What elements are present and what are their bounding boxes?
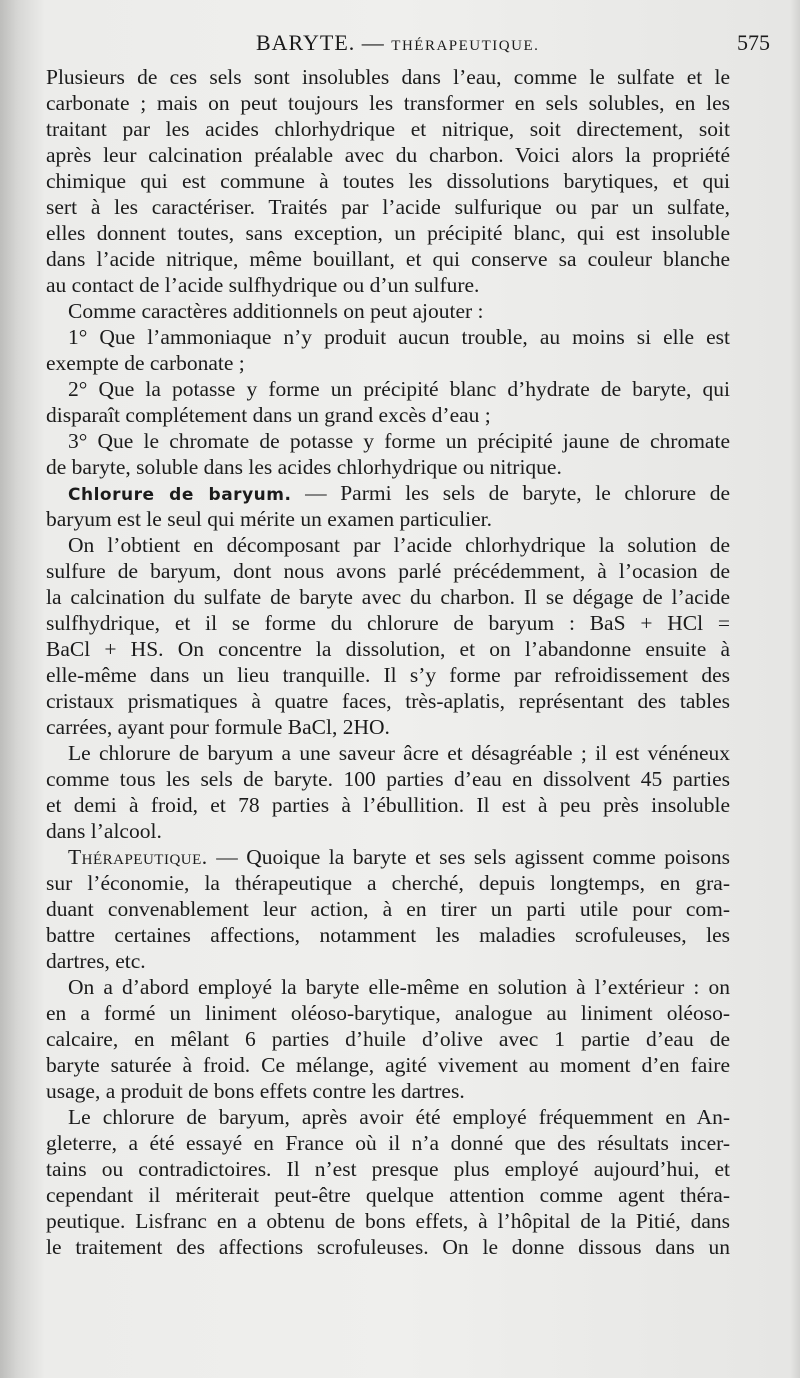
section-line-therapeutique (46, 844, 730, 870)
text-line: la calcination du sulfate de baryte avec du charbon. Il se dégage de l’acide (46, 585, 730, 609)
text-line: Comme caractères additionnels on peut ajouter : (68, 299, 484, 323)
text-line: 3° Que le chromate de potasse y forme un précipité jaune de chromate (68, 429, 730, 453)
text-line: comme tous les sels de baryte. 100 parties d’eau en dissolvent 45 parties (46, 767, 730, 791)
heading-therapeutique: Thérapeutique. (68, 845, 208, 869)
text-line: baryte saturée à froid. Ce mélange, agité vivement au moment d’en faire (46, 1053, 730, 1077)
page-number: 575 (737, 30, 770, 55)
text-line: en a formé un liniment oléoso-barytique, analogue au liniment oléoso- (46, 1001, 730, 1025)
text-line: cristaux prismatiques à quatre faces, très-aplatis, représentant des tables (46, 689, 730, 713)
running-title (256, 30, 539, 56)
text-line: Le chlorure de baryum a une saveur âcre et désagréable ; il est vénéneux (68, 741, 730, 765)
text-line: Le chlorure de baryum, après avoir été employé fréquemment en An- (68, 1105, 730, 1129)
text-line: elle-même dans un lieu tranquille. Il s’y forme par refroidissement des (46, 663, 730, 687)
text-line: carrées, ayant pour formule BaCl, 2HO. (46, 715, 390, 739)
text-line: calcaire, en mêlant 6 parties d’huile d’olive avec 1 partie d’eau de (46, 1027, 730, 1051)
text-line: chimique qui est commune à toutes les dissolutions barytiques, et qui (46, 169, 730, 193)
text-line: disparaît complétement dans un grand excès d’eau ; (46, 403, 491, 427)
heading-chlorure: Chlorure de baryum. (68, 485, 292, 505)
text-fragment: — Quoique la baryte et ses sels agissent comme poisons (216, 845, 731, 869)
text-line: On a d’abord employé la baryte elle-même en solution à l’extérieur : on (68, 975, 730, 999)
text-line: On l’obtient en décomposant par l’acide chlorhydrique la solution de (68, 533, 730, 557)
header-dash: — (361, 30, 385, 55)
text-line: dartres, etc. (46, 949, 146, 973)
text-line: exempte de carbonate ; (46, 351, 245, 375)
body-text (46, 64, 730, 1260)
text-line: traitant par les acides chlorhydrique et nitrique, soit directement, soit (46, 117, 730, 141)
text-line: peutique. Lisfranc en a obtenu de bons effets, à l’hôpital de la Pitié, dans (46, 1209, 730, 1233)
text-line: dans l’alcool. (46, 819, 162, 843)
text-line: BaCl + HS. On concentre la dissolution, et on l’abandonne ensuite à (46, 637, 730, 661)
text-line: cependant il mériterait peut-être quelque attention comme agent théra- (46, 1183, 730, 1207)
text-line: duant convenablement leur action, à en tirer un parti utile pour com- (46, 897, 730, 921)
running-header (0, 30, 800, 60)
text-line: au contact de l’acide sulfhydrique ou d’un sulfure. (46, 273, 480, 297)
text-line: sert à les caractériser. Traités par l’acide sulfurique ou par un sulfate, (46, 195, 730, 219)
text-line: baryum est le seul qui mérite un examen particulier. (46, 507, 492, 531)
text-line: dans l’acide nitrique, même bouillant, et qui conserve sa couleur blanche (46, 247, 730, 271)
text-line: tains ou contradictoires. Il n’est presque plus employé aujourd’hui, et (46, 1157, 730, 1181)
section-line-chlorure (46, 480, 730, 506)
text-line: 2° Que la potasse y forme un précipité blanc d’hydrate de baryte, qui (68, 377, 730, 401)
text-line: carbonate ; mais on peut toujours les transformer en sels solubles, en les (46, 91, 730, 115)
header-subtitle: THÉRAPEUTIQUE. (391, 38, 540, 54)
text-line: Plusieurs de ces sels sont insolubles dans l’eau, comme le sulfate et le (46, 65, 730, 89)
text-line: de baryte, soluble dans les acides chlorhydrique ou nitrique. (46, 455, 562, 479)
text-line: elles donnent toutes, sans exception, un précipité blanc, qui est insoluble (46, 221, 730, 245)
text-line: usage, a produit de bons effets contre les dartres. (46, 1079, 465, 1103)
text-fragment: — Parmi les sels de baryte, le chlorure de (305, 481, 730, 505)
text-line: et demi à froid, et 78 parties à l’ébullition. Il est à peu près insoluble (46, 793, 730, 817)
text-line: le traitement des affections scrofuleuses. On le donne dissous dans un (46, 1235, 730, 1259)
text-line: 1° Que l’ammoniaque n’y produit aucun trouble, au moins si elle est (68, 325, 730, 349)
text-line: battre certaines affections, notamment les maladies scrofuleuses, les (46, 923, 730, 947)
text-line: gleterre, a été essayé en France où il n’a donné que des résultats incer- (46, 1131, 730, 1155)
text-line: sulfhydrique, et il se forme du chlorure de baryum : BaS + HCl = (46, 611, 730, 635)
header-title: BARYTE. (256, 30, 356, 55)
text-line: sulfure de baryum, dont nous avons parlé précédemment, à l’ocasion de (46, 559, 730, 583)
text-line: après leur calcination préalable avec du charbon. Voici alors la propriété (46, 143, 730, 167)
text-line: sur l’économie, la thérapeutique a cherché, depuis longtemps, en gra- (46, 871, 730, 895)
